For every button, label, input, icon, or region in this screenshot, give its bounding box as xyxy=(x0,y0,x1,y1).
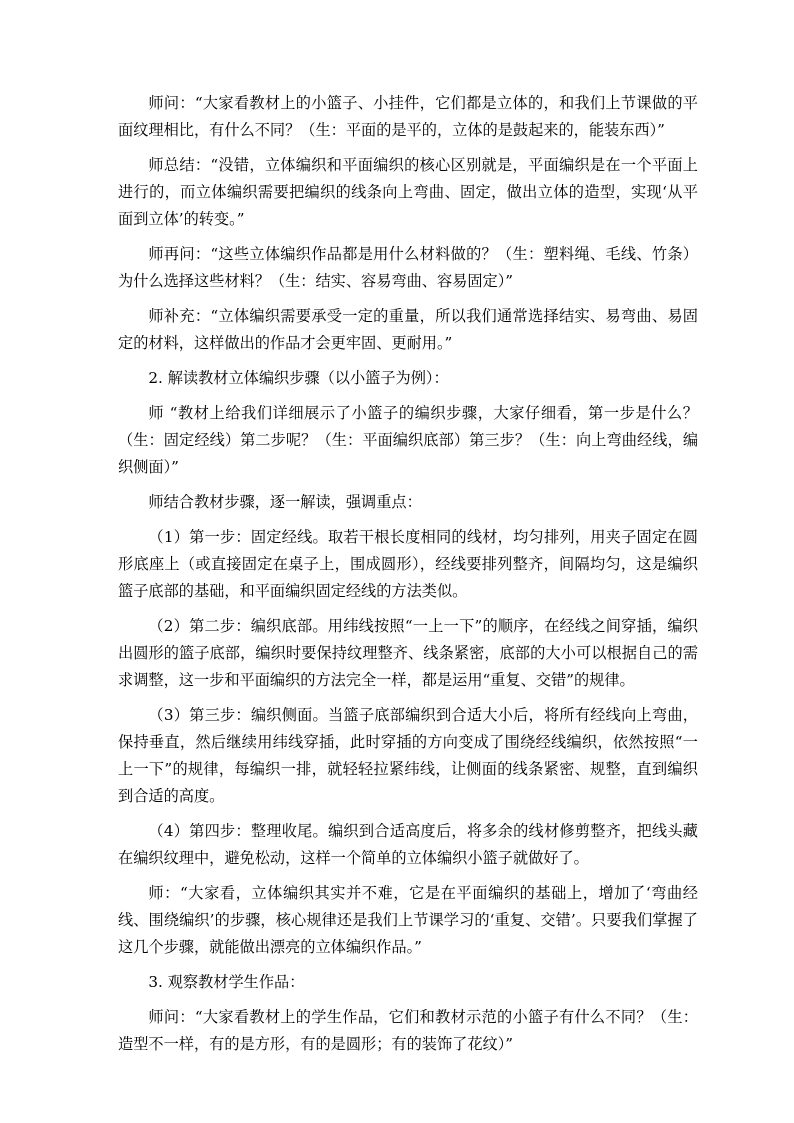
paragraph-teacher-steps-intro: 师 “教材上给我们详细展示了小篮子的编织步骤，大家仔细看，第一步是什么？（生：固定经线）第二步呢？（生：平面编织底部）第三步？（生：向上弯曲经线，编织侧面）” xyxy=(118,404,698,476)
step-1: （1）第一步：固定经线。取若干根长度相同的线材，均匀排列，用夹子固定在圆形底座上（或直接固定在桌子上，围成圆形），经线要排列整齐，间隔均匀，这是编织篮子底部的基础，和平面编织固定经线的方法类似。 xyxy=(118,528,698,600)
document-page xyxy=(118,90,698,1066)
step-2: （2）第二步：编织底部。用纬线按照“一上一下”的顺序，在经线之间穿插，编织出圆形的篮子底部，编织时要保持纹理整齐、线条紧密，底部的大小可以根据自己的需求调整，这一步和平面编织的方法完全一样，都是运用“重复、交错”的规律。 xyxy=(118,617,698,689)
paragraph-teacher-question-1: 师问：“大家看教材上的小篮子、小挂件，它们都是立体的，和我们上节课做的平面纹理相比，有什么不同？（生：平面的是平的，立体的是鼓起来的，能装东西）” xyxy=(118,94,698,139)
step-3: （3）第三步：编织侧面。当篮子底部编织到合适大小后，将所有经线向上弯曲，保持垂直，然后继续用纬线穿插，此时穿插的方向变成了围绕经线编织，依然按照“一上一下”的规律，每编织一排，就轻轻拉紧纬线，让侧面的线条紧密、规整，直到编织到合适的高度。 xyxy=(118,706,698,805)
paragraph-teacher-conclusion: 师：“大家看，立体编织其实并不难，它是在平面编织的基础上，增加了‘弯曲经线、围绕编织’的步骤，核心规律还是我们上节课学习的‘重复、交错’。只要我们掌握了这几个步骤，就能做出漂亮的立体编织作品。” xyxy=(118,884,698,956)
section-heading-steps: 2. 解读教材立体编织步骤（以小篮子为例）： xyxy=(148,369,449,387)
paragraph-teacher-supplement: 师补充：“立体编织需要承受一定的重量，所以我们通常选择结实、易弯曲、易固定的材料，这样做出的作品才会更牢固、更耐用。” xyxy=(118,307,698,352)
paragraph-teacher-question-3: 师问：“大家看教材上的学生作品，它们和教材示范的小篮子有什么不同？（生：造型不一样，有的是方形，有的是圆形；有的装饰了花纹）” xyxy=(118,1008,698,1053)
step-4: （4）第四步：整理收尾。编织到合适高度后，将多余的线材修剪整齐，把线头藏在编织纹理中，避免松动，这样一个简单的立体编织小篮子就做好了。 xyxy=(118,822,698,867)
paragraph-teacher-summary: 师总结：“没错，立体编织和平面编织的核心区别就是，平面编织是在一个平面上进行的，而立体编织需要把编织的线条向上弯曲、固定，做出立体的造型，实现‘从平面到立体’的转变。” xyxy=(118,156,698,228)
section-heading-student-works: 3. 观察教材学生作品： xyxy=(148,973,305,991)
paragraph-teacher-question-2: 师再问：“这些立体编织作品都是用什么材料做的？（生：塑料绳、毛线、竹条）为什么选择这些材料？（生：结实、容易弯曲、容易固定）” xyxy=(118,245,698,290)
paragraph-teacher-explain: 师结合教材步骤，逐一解读，强调重点： xyxy=(148,493,422,511)
